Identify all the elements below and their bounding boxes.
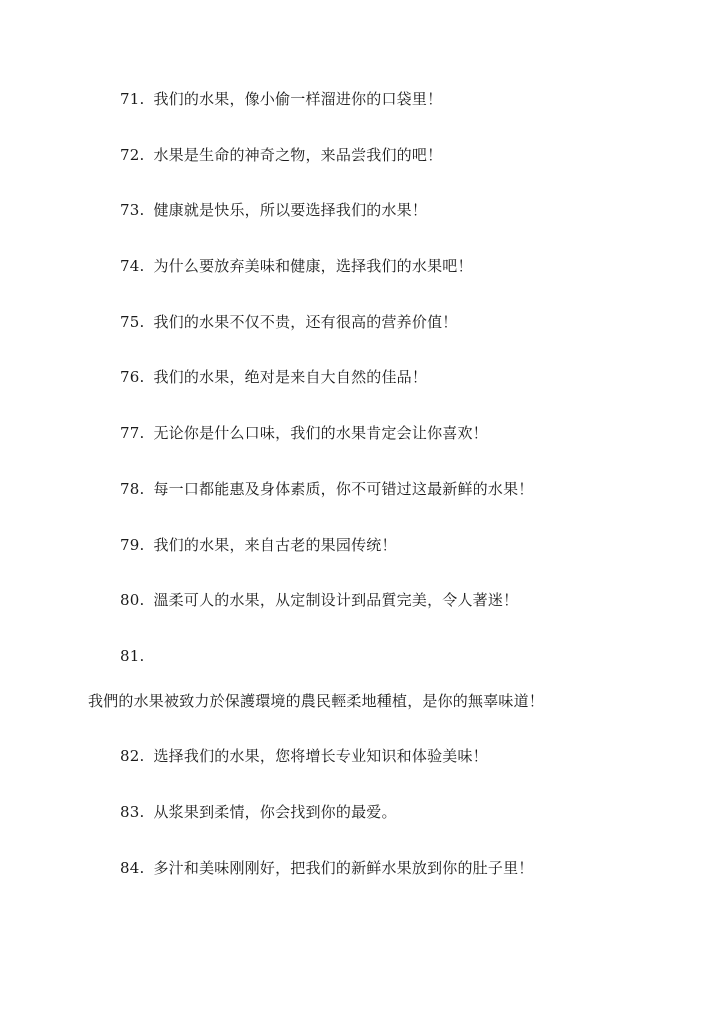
list-item (120, 367, 427, 387)
item-text: 我们的水果，像小偷一样溜进你的口袋里！ (153, 90, 443, 108)
item-number: 78. (120, 480, 145, 498)
item-number: 81. (120, 647, 145, 665)
item-number: 84. (120, 859, 145, 877)
list-item-wrapped-text (88, 691, 544, 711)
list-item (120, 423, 488, 443)
item-number: 80. (120, 591, 145, 609)
item-number: 82. (120, 747, 145, 765)
item-text: 我们的水果，绝对是来自大自然的佳品！ (153, 368, 428, 386)
list-item-number-only (120, 646, 153, 666)
item-number: 79. (120, 536, 145, 554)
item-text: 为什么要放弃美味和健康，选择我们的水果吧！ (153, 257, 473, 275)
item-text: 我们的水果不仅不贵，还有很高的营养价值！ (153, 313, 458, 331)
item-number: 71. (120, 90, 145, 108)
item-text: 多汁和美味刚刚好，把我们的新鲜水果放到你的肚子里！ (153, 859, 534, 877)
list-item (120, 746, 488, 766)
list-item (120, 802, 397, 822)
item-text: 无论你是什么口味，我们的水果肯定会让你喜欢！ (153, 424, 488, 442)
item-text: 从浆果到柔情，你会找到你的最爱。 (153, 803, 397, 821)
item-text: 每一口都能惠及身体素质，你不可错过这最新鲜的水果！ (153, 480, 534, 498)
list-item (120, 89, 442, 109)
list-item (120, 312, 457, 332)
list-item (120, 590, 518, 610)
list-item (120, 479, 533, 499)
item-number: 74. (120, 257, 145, 275)
list-item (120, 858, 533, 878)
item-text: 溫柔可人的水果，从定制设计到品質完美，令人著迷！ (153, 591, 519, 609)
item-text: 选择我们的水果，您将增长专业知识和体验美味！ (153, 747, 488, 765)
item-number: 77. (120, 424, 145, 442)
list-item (120, 256, 473, 276)
item-number: 75. (120, 313, 145, 331)
item-text: 水果是生命的神奇之物，来品尝我们的吧！ (153, 146, 443, 164)
item-number: 83. (120, 803, 145, 821)
list-item (120, 145, 442, 165)
item-text: 我们的水果，来自古老的果园传统！ (153, 536, 397, 554)
list-item (120, 535, 397, 555)
item-number: 73. (120, 201, 145, 219)
list-item (120, 200, 427, 220)
item-number: 76. (120, 368, 145, 386)
item-text: 我們的水果被致力於保護環境的農民輕柔地種植，是你的無辜味道！ (88, 692, 545, 710)
item-number: 72. (120, 146, 145, 164)
item-text: 健康就是快乐，所以要选择我们的水果！ (153, 201, 428, 219)
